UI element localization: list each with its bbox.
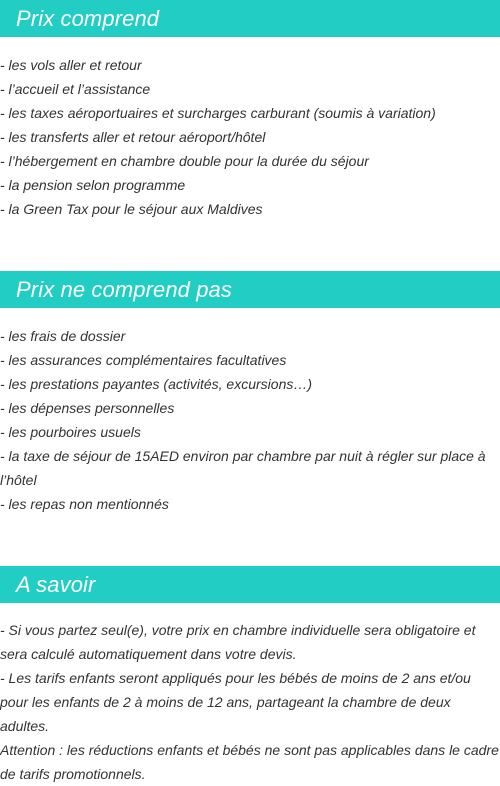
list-item: - les transferts aller et retour aéroport/hôtel bbox=[0, 129, 266, 145]
included-list bbox=[0, 53, 500, 221]
info-list bbox=[0, 618, 500, 786]
excluded-list bbox=[0, 324, 500, 516]
list-item: - l’hébergement en chambre double pour la durée du séjour bbox=[0, 153, 369, 169]
list-item: - les pourboires usuels bbox=[0, 424, 141, 440]
list-item: - les dépenses personnelles bbox=[0, 400, 175, 416]
list-item: - les frais de dossier bbox=[0, 328, 126, 344]
list-item: - les repas non mentionnés bbox=[0, 496, 169, 512]
list-item: - les assurances complémentaires facultatives bbox=[0, 352, 287, 368]
section-title: Prix comprend bbox=[16, 6, 160, 31]
section-header bbox=[0, 271, 500, 308]
list-item: - Si vous partez seul(e), votre prix en chambre individuelle sera obligatoire et sera calculé automatiquement dans votre devis. bbox=[0, 622, 476, 662]
section-header bbox=[0, 566, 500, 603]
section-prix-ne-comprend-pas bbox=[0, 271, 500, 516]
section-title: A savoir bbox=[16, 572, 96, 597]
list-item: - la taxe de séjour de 15AED environ par chambre par nuit à régler sur place à l’hôtel bbox=[0, 448, 486, 488]
list-item: - la pension selon programme bbox=[0, 177, 186, 193]
list-item: - Les tarifs enfants seront appliqués pour les bébés de moins de 2 ans et/ou pour les enfants de 2 à moins de 12 ans, partageant la chambre de deux adultes. bbox=[0, 670, 471, 734]
section-header bbox=[0, 0, 500, 37]
list-item: Attention : les réductions enfants et bébés ne sont pas applicables dans le cadre de tarifs promotionnels. bbox=[0, 742, 499, 782]
section-title: Prix ne comprend pas bbox=[16, 277, 232, 302]
list-item: - les prestations payantes (activités, excursions…) bbox=[0, 376, 313, 392]
list-item: - les vols aller et retour bbox=[0, 57, 142, 73]
list-item: - la Green Tax pour le séjour aux Maldives bbox=[0, 201, 263, 217]
list-item: - les taxes aéroportuaires et surcharges carburant (soumis à variation) bbox=[0, 105, 436, 121]
section-a-savoir bbox=[0, 566, 500, 786]
section-prix-comprend bbox=[0, 0, 500, 221]
list-item: - l’accueil et l’assistance bbox=[0, 81, 151, 97]
